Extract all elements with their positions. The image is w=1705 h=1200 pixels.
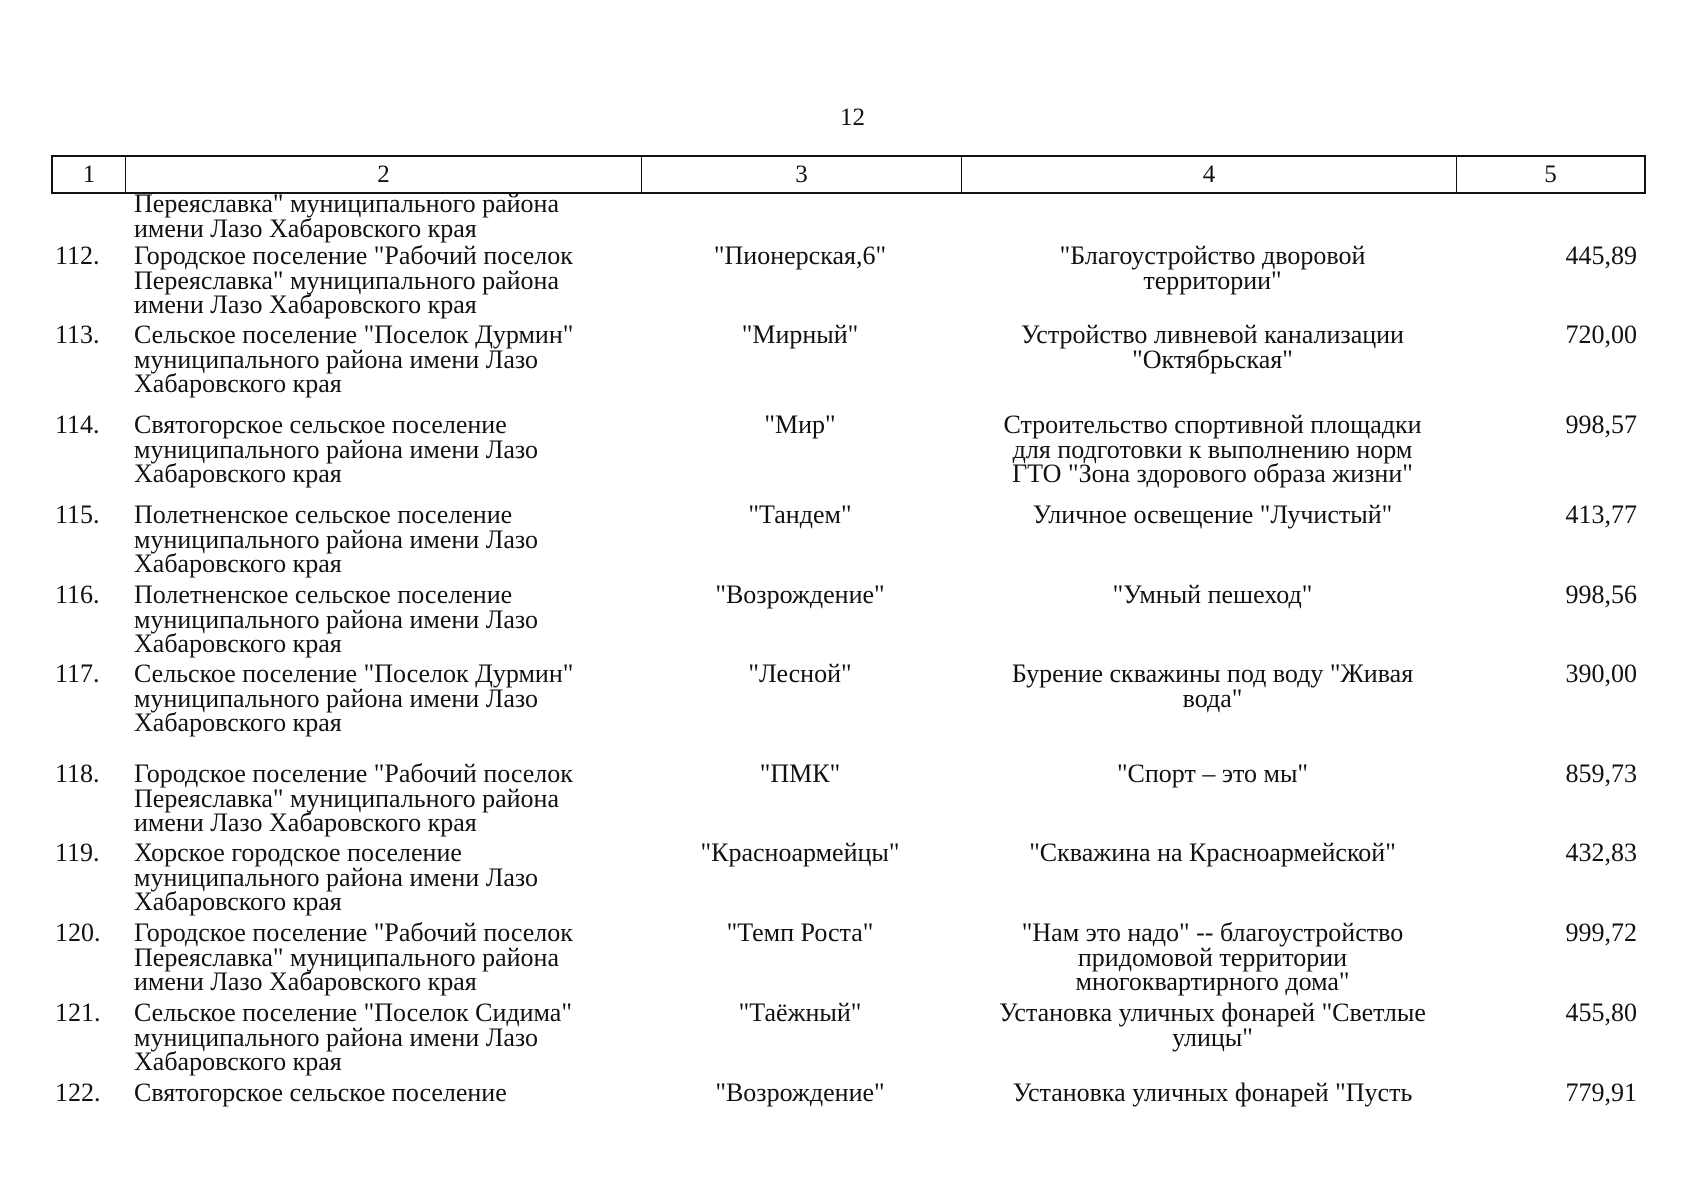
row-number-cell: 120. bbox=[55, 918, 101, 947]
project-cell bbox=[950, 320, 1475, 374]
text-line: Хабаровского края bbox=[134, 1047, 342, 1076]
text-line: Полетненское сельское поселение bbox=[134, 500, 513, 529]
text-line: имени Лазо Хабаровского края bbox=[134, 290, 477, 319]
text-line: Переяславка" муниципального района bbox=[134, 783, 560, 813]
row-number-cell: 113. bbox=[55, 320, 100, 349]
row-number-cell: 116. bbox=[55, 580, 100, 609]
text-line: муниципального района имени Лазо bbox=[134, 604, 538, 634]
municipality-cell bbox=[134, 918, 654, 996]
project-cell bbox=[950, 998, 1475, 1052]
project-cell bbox=[950, 759, 1475, 788]
amount-cell: 390,00 bbox=[1565, 659, 1637, 688]
text-line: Переяславка" муниципального района bbox=[134, 265, 560, 295]
municipality-cell bbox=[134, 189, 654, 243]
municipality-cell bbox=[134, 838, 654, 916]
text-line: Сельское поселение "Поселок Сидима" bbox=[134, 998, 572, 1027]
text-line: имени Лазо Хабаровского края bbox=[134, 967, 477, 996]
project-cell bbox=[950, 580, 1475, 609]
initiative-cell: "Тандем" bbox=[748, 500, 852, 529]
header-col-3: 3 bbox=[642, 157, 962, 192]
project-cell bbox=[950, 1078, 1475, 1107]
text-line: муниципального района имени Лазо bbox=[134, 862, 538, 892]
text-line: Хабаровского края bbox=[134, 549, 342, 578]
municipality-cell bbox=[134, 580, 654, 658]
text-line: Бурение скважины под воду "Живая bbox=[1011, 659, 1414, 688]
initiative-cell: "Лесной" bbox=[748, 659, 852, 688]
text-line: Установка уличных фонарей "Светлые bbox=[999, 998, 1426, 1027]
row-number-cell: 119. bbox=[55, 838, 100, 867]
municipality-cell bbox=[134, 659, 654, 737]
header-col-1: 1 bbox=[53, 157, 126, 192]
text-line: Хабаровского края bbox=[134, 887, 342, 916]
project-cell bbox=[950, 500, 1475, 529]
page-number: 12 bbox=[840, 104, 865, 131]
row-number-cell: 117. bbox=[55, 659, 100, 688]
amount-cell: 432,83 bbox=[1565, 838, 1637, 867]
text-line: Святогорское сельское поселение bbox=[134, 410, 507, 439]
text-line: Переяславка" муниципального района bbox=[134, 942, 560, 972]
text-line: Хабаровского края bbox=[134, 629, 342, 658]
text-line: муниципального района имени Лазо bbox=[134, 1022, 538, 1052]
municipality-cell bbox=[134, 998, 654, 1076]
text-line: имени Лазо Хабаровского края bbox=[134, 213, 477, 243]
municipality-cell bbox=[134, 500, 654, 578]
text-line: придомовой территории bbox=[1077, 942, 1348, 972]
row-number-cell: 122. bbox=[55, 1078, 101, 1107]
text-line: Полетненское сельское поселение bbox=[134, 580, 513, 609]
row-number-cell: 112. bbox=[55, 241, 100, 270]
text-line: ГТО "Зона здорового образа жизни" bbox=[1012, 459, 1413, 488]
text-line: Хабаровского края bbox=[134, 369, 342, 398]
text-line: муниципального района имени Лазо bbox=[134, 344, 538, 374]
text-line: Установка уличных фонарей "Пусть bbox=[1012, 1078, 1413, 1107]
text-line: "Умный пешеход" bbox=[1112, 580, 1313, 609]
amount-cell: 455,80 bbox=[1565, 998, 1637, 1027]
text-line: Хорское городское поселение bbox=[134, 838, 462, 867]
text-line: имени Лазо Хабаровского края bbox=[134, 808, 477, 837]
header-col-2: 2 bbox=[126, 157, 642, 192]
row-number-cell: 114. bbox=[55, 410, 100, 439]
municipality-cell bbox=[134, 241, 654, 319]
initiative-cell: "Пионерская,6" bbox=[713, 241, 887, 270]
amount-cell: 998,56 bbox=[1565, 580, 1637, 609]
initiative-cell: "Таёжный" bbox=[738, 998, 862, 1027]
project-cell bbox=[950, 918, 1475, 996]
header-col-5: 5 bbox=[1544, 161, 1557, 188]
text-line: "Скважина на Красноармейской" bbox=[1029, 838, 1396, 867]
project-cell bbox=[950, 838, 1475, 867]
text-line: улицы" bbox=[1172, 1022, 1253, 1052]
text-line: Строительство спортивной площадки bbox=[1003, 410, 1422, 439]
initiative-cell: "Возрождение" bbox=[715, 580, 885, 609]
text-line: Устройство ливневой канализации bbox=[1021, 320, 1404, 349]
text-line: Городское поселение "Рабочий поселок bbox=[134, 241, 573, 270]
amount-cell: 779,91 bbox=[1565, 1078, 1637, 1107]
amount-cell: 413,77 bbox=[1565, 500, 1637, 529]
text-line: "Благоустройство дворовой bbox=[1059, 241, 1366, 270]
text-line: Хабаровского края bbox=[134, 459, 342, 488]
project-cell bbox=[950, 659, 1475, 713]
municipality-cell bbox=[134, 759, 654, 837]
row-number-cell: 115. bbox=[55, 500, 100, 529]
header-col-4: 4 bbox=[962, 157, 1457, 192]
text-line: многоквартирного дома" bbox=[1075, 967, 1350, 996]
project-cell bbox=[950, 410, 1475, 488]
amount-cell: 999,72 bbox=[1565, 918, 1637, 947]
initiative-cell: "Темп Роста" bbox=[726, 918, 874, 947]
initiative-cell: "Мирный" bbox=[741, 320, 859, 349]
text-line: муниципального района имени Лазо bbox=[134, 524, 538, 554]
text-line: территории" bbox=[1143, 265, 1282, 295]
initiative-cell: "ПМК" bbox=[759, 759, 841, 788]
municipality-cell bbox=[134, 410, 654, 488]
text-line: "Спорт – это мы" bbox=[1116, 759, 1309, 788]
row-number-cell: 121. bbox=[55, 998, 101, 1027]
municipality-cell bbox=[134, 320, 654, 398]
municipality-cell bbox=[134, 1078, 654, 1107]
initiative-cell: "Красноармейцы" bbox=[700, 838, 900, 867]
text-line: Святогорское сельское поселение bbox=[134, 1078, 507, 1107]
amount-cell: 445,89 bbox=[1565, 241, 1637, 270]
text-line: Хабаровского края bbox=[134, 708, 342, 737]
initiative-cell: "Возрождение" bbox=[715, 1078, 885, 1107]
text-line: вода" bbox=[1182, 683, 1243, 713]
amount-cell: 720,00 bbox=[1565, 320, 1637, 349]
initiative-cell: "Мир" bbox=[764, 410, 836, 439]
text-line: Сельское поселение "Поселок Дурмин" bbox=[134, 659, 574, 688]
text-line: Сельское поселение "Поселок Дурмин" bbox=[134, 320, 574, 349]
text-line: Городское поселение "Рабочий поселок bbox=[134, 918, 573, 947]
text-line: для подготовки к выполнению норм bbox=[1012, 434, 1413, 464]
text-line: Городское поселение "Рабочий поселок bbox=[134, 759, 573, 788]
text-line: "Октябрьская" bbox=[1132, 344, 1293, 374]
text-line: муниципального района имени Лазо bbox=[134, 683, 538, 713]
text-line: Уличное освещение "Лучистый" bbox=[1032, 500, 1393, 529]
amount-cell: 998,57 bbox=[1565, 410, 1637, 439]
text-line: муниципального района имени Лазо bbox=[134, 434, 538, 464]
amount-cell: 859,73 bbox=[1565, 759, 1637, 788]
project-cell bbox=[950, 241, 1475, 295]
text-line: Переяславка" муниципального района bbox=[134, 189, 560, 218]
row-number-cell: 118. bbox=[55, 759, 100, 788]
text-line: "Нам это надо" -- благоустройство bbox=[1021, 918, 1404, 947]
